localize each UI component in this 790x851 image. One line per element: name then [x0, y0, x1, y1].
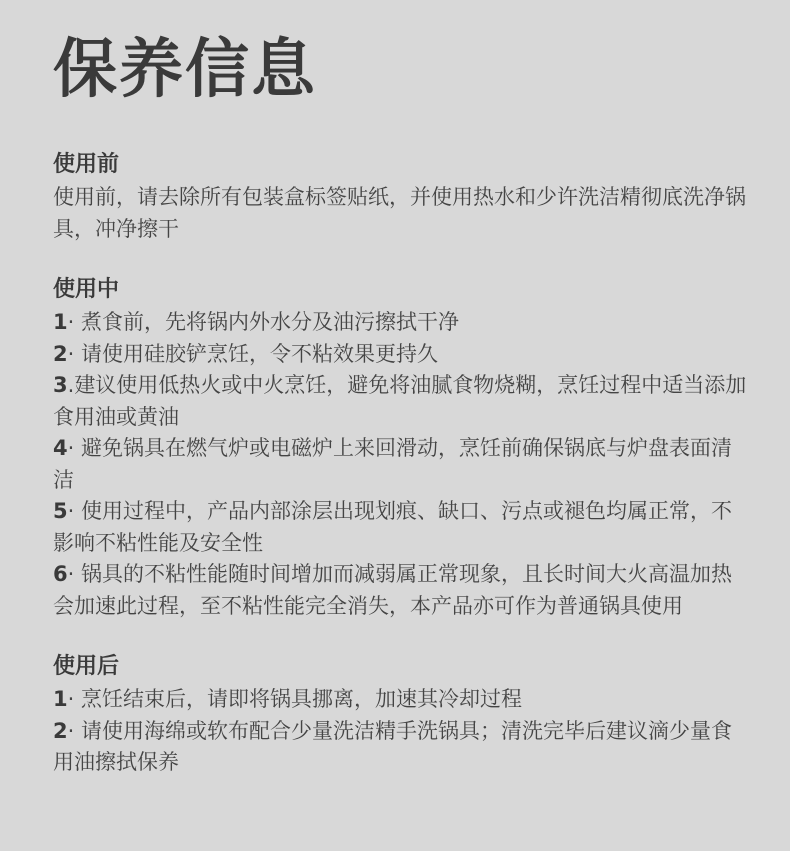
section-during-use: [53, 275, 750, 622]
list-item: [53, 433, 750, 496]
after-use-list: [53, 684, 750, 779]
list-item: [53, 684, 750, 716]
section-heading-during-use: 使用中: [53, 277, 120, 302]
item-separator: ·: [67, 718, 75, 743]
page-title: 保养信息: [53, 33, 317, 107]
item-separator: ·: [67, 341, 75, 366]
list-item: [53, 307, 750, 339]
item-number: 4: [53, 436, 68, 460]
item-separator: ·: [67, 499, 75, 523]
list-item: [53, 559, 750, 622]
item-number: 1: [53, 310, 68, 334]
section-before-use: [53, 150, 750, 245]
list-item: [53, 716, 750, 779]
item-text: 请使用海绵或软布配合少量洗洁精手洗锅具；清洗完毕后建议滴少量食用油擦拭保养: [53, 718, 732, 774]
section-heading-before-use: 使用前: [53, 152, 120, 177]
item-separator: ·: [67, 310, 75, 334]
item-text: 建议使用低热火或中火烹饪，避免将油腻食物烧糊，烹饪过程中适当添加食用油或黄油: [53, 373, 747, 429]
item-separator: .: [67, 373, 75, 397]
during-use-list: [53, 307, 750, 622]
item-separator: ·: [67, 436, 75, 460]
item-number: 6: [53, 562, 68, 586]
section-heading-after-use: 使用后: [53, 654, 120, 679]
item-text: 使用过程中，产品内部涂层出现划痕、缺口、污点或褪色均属正常，不影响不粘性能及安全性: [53, 499, 732, 555]
list-item: [53, 339, 750, 371]
item-number: 1: [53, 687, 68, 711]
list-item: [53, 370, 750, 433]
item-text: 煮食前，先将锅内外水分及油污擦拭干净: [81, 310, 459, 334]
section-after-use: [53, 652, 750, 779]
list-item: [53, 496, 750, 559]
item-separator: ·: [67, 562, 75, 586]
item-number: 2: [53, 718, 68, 743]
item-number: 3: [53, 373, 68, 397]
item-text: 请使用硅胶铲烹饪，令不粘效果更持久: [81, 341, 438, 366]
item-number: 5: [53, 499, 68, 523]
item-separator: ·: [67, 687, 75, 711]
item-text: 烹饪结束后，请即将锅具挪离，加速其冷却过程: [81, 687, 522, 711]
item-text: 锅具的不粘性能随时间增加而减弱属正常现象，且长时间大火高温加热会加速此过程，至不粘性能完全消失，本产品亦可作为普通锅具使用: [53, 562, 732, 618]
item-number: 2: [53, 341, 68, 366]
item-text: 避免锅具在燃气炉或电磁炉上来回滑动，烹饪前确保锅底与炉盘表面清洁: [53, 436, 732, 492]
before-use-text: 使用前，请去除所有包装盒标签贴纸，并使用热水和少许洗洁精彻底洗净锅具，冲净擦干: [53, 185, 746, 241]
